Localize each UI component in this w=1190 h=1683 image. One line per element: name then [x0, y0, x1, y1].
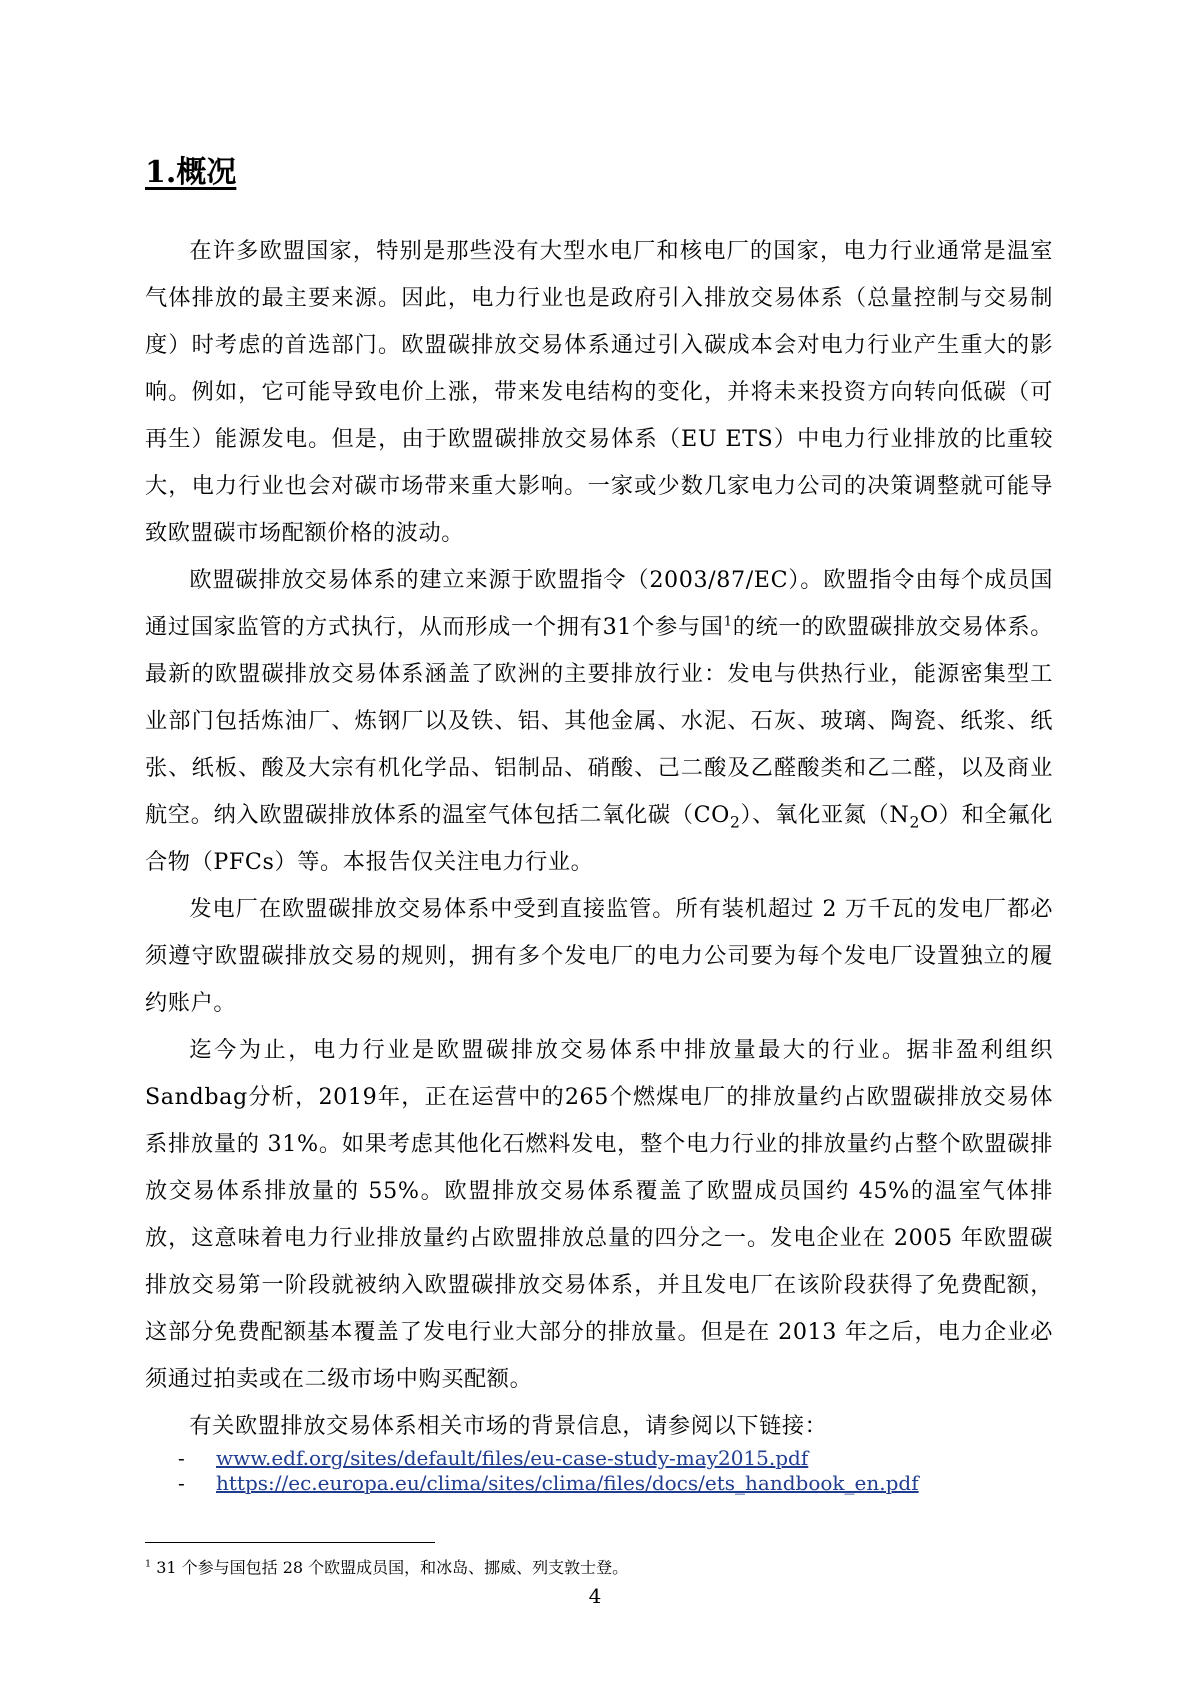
paragraph-2-part-b: 的统一的欧盟碳排放交易体系。最新的欧盟碳排放交易体系涵盖了欧洲的主要排放行业：发电与供热行业，能源密集型工业部门包括炼油厂、炼钢厂以及铁、铝、其他金属、水泥、石灰、玻璃、陶瓷、纸浆、纸张、纸板、酸及大宗有机化学品、铝制品、硝酸、己二酸及乙醛酸类和乙二醛，以及商业航空。纳入欧盟碳排放体系的温室气体包括二氧化碳（CO	[145, 614, 1053, 828]
edf-case-study-link[interactable]: www.edf.org/sites/default/files/eu-case-study-may2015.pdf	[216, 1446, 809, 1470]
paragraph-2-part-c: ）、氧化亚氮（N	[740, 802, 910, 828]
paragraph-2	[145, 557, 1053, 886]
paragraph-5: 有关欧盟排放交易体系相关市场的背景信息，请参阅以下链接：	[189, 1413, 828, 1439]
link-item	[178, 1471, 919, 1496]
footnote	[145, 1557, 628, 1579]
link-list	[178, 1446, 919, 1496]
paragraph-4: 迄今为止，电力行业是欧盟碳排放交易体系中排放量最大的行业。据非盈利组织Sandbag分析，2019年，正在运营中的265个燃煤电厂的排放量约占欧盟碳排放交易体系排放量的 31%。如果考虑其他化石燃料发电，整个电力行业的排放量约占整个欧盟碳排放交易体系排放量的 55%。欧盟排放交易体系覆盖了欧盟成员国约 45%的温室气体排放，这意味着电力行业排放量约占欧盟排放总量的四分之一。发电企业在 2005 年欧盟碳排放交易第一阶段就被纳入欧盟碳排放交易体系，并且发电厂在该阶段获得了免费配额，这部分免费配额基本覆盖了发电行业大部分的排放量。但是在 2013 年之后，电力企业必须通过拍卖或在二级市场中购买配额。	[145, 1037, 1053, 1392]
body-text	[145, 228, 1053, 1450]
paragraph-3: 发电厂在欧盟碳排放交易体系中受到直接监管。所有装机超过 2 万千瓦的发电厂都必须遵守欧盟碳排放交易的规则，拥有多个发电厂的电力公司要为每个发电厂设置独立的履约账户。	[145, 896, 1053, 1016]
footnote-text: 31 个参与国包括 28 个欧盟成员国，和冰岛、挪威、列支敦士登。	[151, 1558, 629, 1577]
footnote-mark: 1	[145, 1558, 152, 1570]
paragraph-2-part-d: O）和全氟化合物（PFCs）等。本报告仅关注电力行业。	[145, 802, 1053, 875]
list-dash: -	[178, 1471, 185, 1495]
footnote-reference[interactable]: 1	[723, 614, 733, 630]
n2o-subscript: 2	[909, 813, 920, 832]
paragraph-2-part-a: 欧盟碳排放交易体系的建立来源于欧盟指令（2003/87/EC）。欧盟指令由每个成员国通过国家监管的方式执行，从而形成一个拥有31个参与国	[145, 567, 1053, 640]
paragraph-1: 在许多欧盟国家，特别是那些没有大型水电厂和核电厂的国家，电力行业通常是温室气体排放的最主要来源。因此，电力行业也是政府引入排放交易体系（总量控制与交易制度）时考虑的首选部门。欧盟碳排放交易体系通过引入碳成本会对电力行业产生重大的影响。例如，它可能导致电价上涨，带来发电结构的变化，并将未来投资方向转向低碳（可再生）能源发电。但是，由于欧盟碳排放交易体系（EU ETS）中电力行业排放的比重较大，电力行业也会对碳市场带来重大影响。一家或少数几家电力公司的决策调整就可能导致欧盟碳市场配额价格的波动。	[145, 238, 1053, 546]
list-dash: -	[178, 1446, 185, 1470]
ets-handbook-link[interactable]: https://ec.europa.eu/clima/sites/clima/files/docs/ets_handbook_en.pdf	[216, 1471, 919, 1495]
section-heading: 1.概况	[145, 155, 237, 190]
page-number: 4	[588, 1584, 602, 1608]
footnote-separator	[145, 1542, 435, 1543]
co2-subscript: 2	[729, 813, 741, 832]
link-item	[178, 1446, 919, 1471]
